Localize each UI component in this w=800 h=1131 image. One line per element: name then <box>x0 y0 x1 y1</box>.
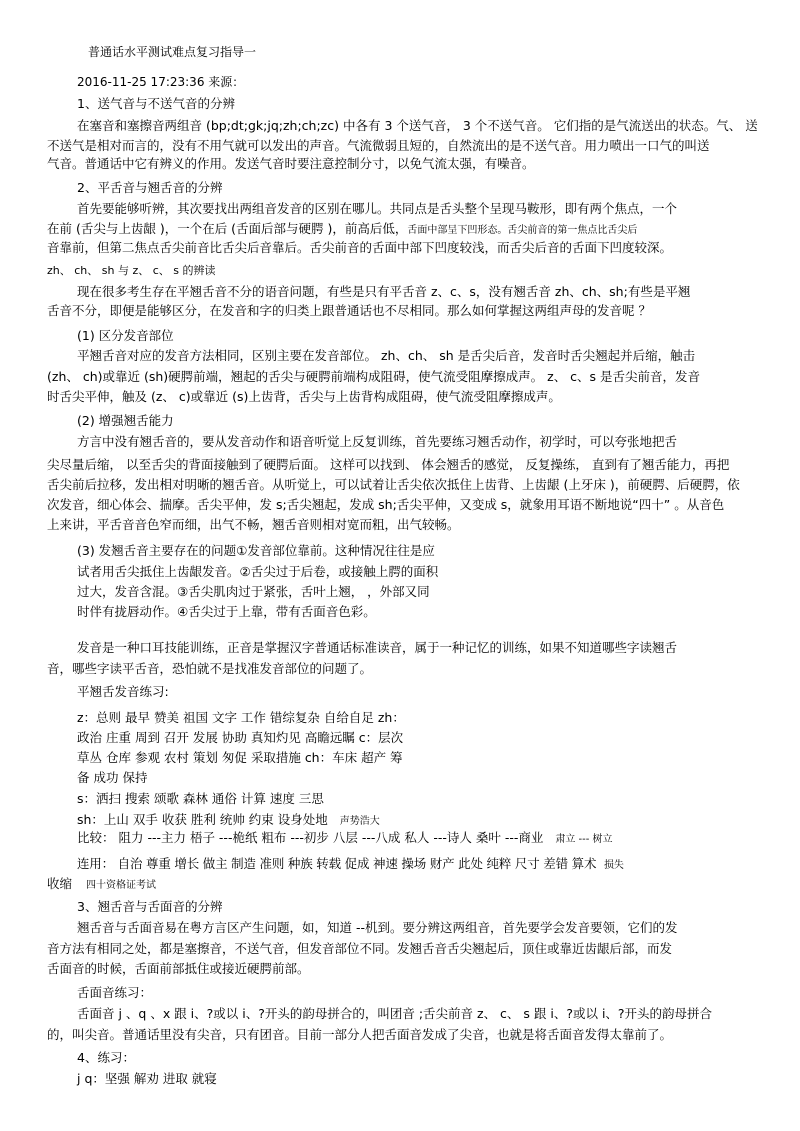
paragraph-line: 音方法有相同之处，都是塞擦音，不送气音，但发音部位不同。发翘舌音舌尖翘起后，顶住或靠近齿龈后部，而发 <box>47 941 673 956</box>
practice-line <box>77 812 380 830</box>
doc-meta: 2016-11-25 17:23:36 来源： <box>77 75 245 89</box>
practice-line: s：洒扫 搜索 颂歌 森林 通俗 计算 速度 三思 <box>77 791 324 806</box>
practice-line: 政治 庄重 周到 召开 发展 协助 真知灼见 高瞻远瞩 c：层次 <box>77 730 404 745</box>
practice-fragment: 损失 <box>604 860 624 871</box>
paragraph-fragment: 舌面中部呈下凹形态。舌尖前音的第一焦点比舌尖后 <box>407 225 638 236</box>
paragraph-line: 音，哪些字读平舌音，恐怕就不是找准发音部位的问题了。 <box>47 661 373 676</box>
paragraph-line: 首先要能够听辨，其次要找出两组音发音的区别在哪儿。共同点是舌头整个呈现马鞍形，即有两个焦点，一个 <box>77 201 678 216</box>
practice-fragment: 声势浩大 <box>339 816 380 827</box>
paragraph-line: 平翘舌音对应的发音方法相同，区别主要在发音部位。 zh、ch、 sh 是舌尖后音，发音时舌尖翘起并后缩，触击 <box>77 348 696 363</box>
paragraph-line: 尖尽量后缩， 以至舌尖的背面接触到了硬腭后面。 这样可以找到、 体会翘舌的感觉， 反复操练， 直到有了翘舌能力，再把 <box>47 457 730 472</box>
paragraph-line: 试者用舌尖抵住上齿龈发音。②舌尖过于后卷，或接触上腭的面积 <box>77 564 439 579</box>
paragraph-line <box>47 221 637 239</box>
sub-heading: 舌面音练习： <box>77 985 153 1000</box>
sub-heading: (2) 增强翘舌能力 <box>77 413 174 428</box>
paragraph-line: 的，叫尖音。普通话里没有尖音，只有团音。目前一部分人把舌面音发成了尖音，也就是将舌面音发得太靠前了。 <box>47 1027 673 1042</box>
paragraph-line: 时舌尖平伸，触及 (z、 c)或靠近 (s)上齿背，舌尖与上齿背构成阻碍，使气流受阻摩擦成声。 <box>47 389 561 404</box>
section-heading: 3、翘舌音与舌面音的分辨 <box>77 899 223 914</box>
paragraph-line: 舌面音 j 、q 、x 跟 i、?或以 i、?开头的韵母拼合的，叫团音 ;舌尖前音 z、 c、 s 跟 i、?或以 i、?开头的韵母拼合 <box>77 1006 713 1021</box>
sub-heading: 平翘舌发音练习: <box>77 684 169 699</box>
paragraph-line: 上来讲，平舌音音色窄而细，出气不畅，翘舌音则相对宽而粗，出气较畅。 <box>47 517 460 532</box>
section-heading: 4、练习： <box>77 1050 135 1065</box>
paragraph-line: 在塞音和塞擦音两组音 (bp;dt;gk;jq;zh;ch;zc) 中各有 3 个送气音， 3 个不送气音。 它们指的是气流送出的状态。气、 送 <box>77 118 758 133</box>
paragraph-line: 现在很多考生存在平翘舌音不分的语音问题，有些是只有平舌音 z、c、s，没有翘舌音 zh、ch、sh;有些是平翘 <box>77 284 691 299</box>
practice-fragment: sh：上山 双手 收获 胜利 统帅 约束 设身处地 <box>77 812 328 827</box>
practice-fragment: 收缩 <box>47 876 73 891</box>
practice-line <box>47 876 156 894</box>
practice-line: z：总则 最早 赞美 祖国 文字 工作 错综复杂 自给自足 zh： <box>77 710 405 725</box>
paragraph-line: 舌音不分，即便是能够区分，在发音和字的归类上跟普通话也不尽相同。那么如何掌握这两组声母的发音呢 ？ <box>47 303 651 318</box>
paragraph-line: 翘舌音与舌面音易在粤方言区产生问题，如，知道 --机到。要分辨这两组音，首先要学会发音要领，它们的发 <box>77 920 678 935</box>
practice-line: j q：坚强 解劝 进取 就寝 <box>77 1071 217 1086</box>
practice-fragment: 连用： 自治 尊重 增长 做主 制造 准则 种族 转载 促成 神速 操场 财产 此处 纯粹 尺寸 差错 算术 <box>77 856 597 871</box>
practice-line <box>77 830 613 848</box>
paragraph-line: 方言中没有翘舌音的，要从发音动作和语音听觉上反复训练，首先要练习翘舌动作，初学时，可以夸张地把舌 <box>77 434 678 449</box>
section-heading: 2、平舌音与翘舌音的分辨 <box>77 180 223 195</box>
paragraph-line: 舌尖前后拉移，发出相对明晰的翘舌音。从听觉上，可以试着让舌尖依次抵住上齿背、上齿龈 (上牙床 )，前硬腭、后硬腭，依 <box>47 477 740 492</box>
sub-heading: (1) 区分发音部位 <box>77 328 174 343</box>
paragraph-fragment: 在前 (舌尖与上齿龈 )，一个在后 (舌面后部与硬腭 )，前高后低， <box>47 221 408 236</box>
practice-line: 备 成功 保持 <box>77 770 148 785</box>
practice-line: 草丛 仓库 参观 农村 策划 匆促 采取措施 ch：车床 超产 筹 <box>77 750 403 765</box>
doc-title: 普通话水平测试难点复习指导一 <box>88 45 257 59</box>
paragraph-line: 舌面音的时候，舌面前部抵住或接近硬腭前部。 <box>47 961 310 976</box>
practice-fragment: 四十资格证考试 <box>86 880 156 891</box>
paragraph-line: 发音是一种口耳技能训练，正音是掌握汉字普通话标准读音，属于一种记忆的训练，如果不知道哪些字读翘舌 <box>77 640 678 655</box>
section-heading: 1、送气音与不送气音的分辨 <box>77 96 235 111</box>
paragraph-line: 次发音，细心体会、揣摩。舌尖平伸，发 s;舌尖翘起，发成 sh;舌尖平伸，又变成 s，就象用耳语不断地说“四十” 。从音色 <box>47 497 725 512</box>
practice-fragment: 比较： 阻力 ---主力 梧子 ---桅纸 粗布 ---初步 八层 ---八成 私人 ---诗人 桑叶 ---商业 <box>77 830 544 845</box>
paragraph-line: (3) 发翘舌音主要存在的问题①发音部位靠前。这种情况往往是应 <box>77 543 435 558</box>
practice-fragment: 肃立 --- 树立 <box>555 834 613 845</box>
practice-line <box>77 856 624 874</box>
paragraph-line: 不送气是相对而言的，没有不用气就可以发出的声音。气流微弱且短的，自然流出的是不送气音。用力喷出一口气的叫送 <box>47 138 710 153</box>
paragraph-line: 时伴有拢唇动作。④舌尖过于上靠，带有舌面音色彩。 <box>77 604 376 619</box>
paragraph-line: 过大，发音含混。③舌尖肌肉过于紧张，舌叶上翘， ，外部又同 <box>77 584 430 599</box>
paragraph-line: (zh、 ch)或靠近 (sh)硬腭前端，翘起的舌尖与硬腭前端构成阻碍，使气流受阻摩擦成声。 z、 c、s 是舌尖前音，发音 <box>47 369 701 384</box>
paragraph-line: 音靠前，但第二焦点舌尖前音比舌尖后音靠后。舌尖前音的舌面中部下凹度较浅，而舌尖后音的舌面下凹度较深。 <box>47 240 673 255</box>
sub-heading: zh、 ch、 sh 与 z、 c、 s 的辨读 <box>47 264 216 277</box>
paragraph-line: 气音。普通话中它有辨义的作用。发送气音时要注意控制分寸，以免气流太强，有噪音。 <box>47 156 535 171</box>
